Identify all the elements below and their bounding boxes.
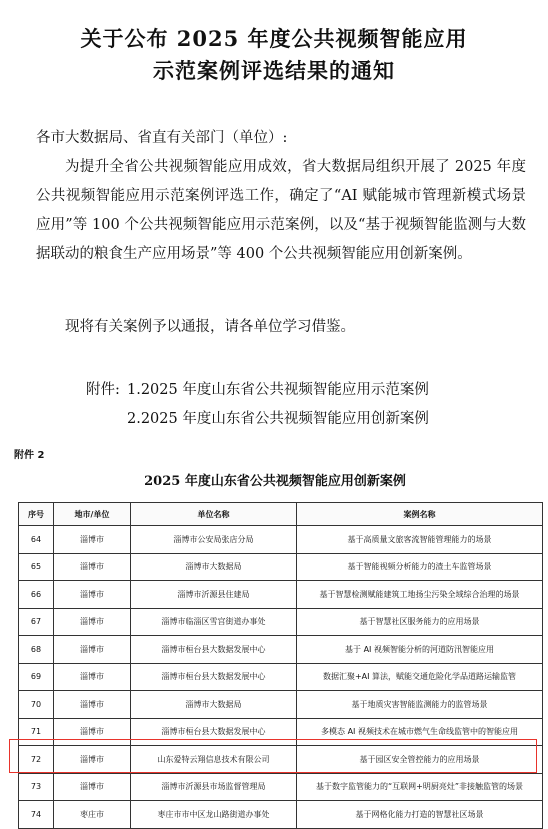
cell-unit: 淄博市沂源县市场监督管理局 bbox=[131, 773, 297, 801]
table-row bbox=[19, 608, 543, 636]
column-header-city: 地市/单位 bbox=[54, 503, 131, 526]
table-row bbox=[19, 663, 543, 691]
column-header-unit: 单位名称 bbox=[131, 503, 297, 526]
attachment-item-1: 1.2025 年度山东省公共视频智能应用示范案例 bbox=[127, 382, 429, 398]
table-row bbox=[19, 746, 543, 774]
cell-index: 69 bbox=[19, 663, 54, 691]
cell-unit: 淄博市桓台县大数据发展中心 bbox=[131, 718, 297, 746]
cell-index: 71 bbox=[19, 718, 54, 746]
cell-city: 淄博市 bbox=[54, 608, 131, 636]
attachment-item-2: 2.2025 年度山东省公共视频智能应用创新案例 bbox=[127, 411, 429, 427]
cell-case: 基于 AI 视频智能分析的河道防汛智能应用 bbox=[297, 636, 543, 664]
cell-index: 70 bbox=[19, 691, 54, 719]
cell-unit: 淄博市沂源县住建局 bbox=[131, 581, 297, 609]
salutation: 各市大数据局、省直有关部门（单位）: bbox=[36, 130, 288, 146]
table-header-row bbox=[19, 503, 543, 526]
cell-unit: 淄博市大数据局 bbox=[131, 553, 297, 581]
column-header-index: 序号 bbox=[19, 503, 54, 526]
cell-case: 多模态 AI 视频技术在城市燃气生命线监管中的智能应用 bbox=[297, 718, 543, 746]
cell-city: 淄博市 bbox=[54, 746, 131, 774]
table-row bbox=[19, 553, 543, 581]
cell-city: 淄博市 bbox=[54, 553, 131, 581]
notice-title-line2: 示范案例评选结果的通知 bbox=[153, 58, 395, 83]
cell-city: 淄博市 bbox=[54, 636, 131, 664]
cell-city: 淄博市 bbox=[54, 773, 131, 801]
table-row bbox=[19, 581, 543, 609]
cell-case: 基于数字监管能力的“互联网+明厨亮灶”非接触监管的场景 bbox=[297, 773, 543, 801]
cases-table bbox=[18, 502, 543, 829]
attachment-label: 附件: bbox=[86, 382, 120, 398]
attachment-page bbox=[10, 440, 540, 819]
cell-index: 73 bbox=[19, 773, 54, 801]
cell-unit: 淄博市临淄区雪宫街道办事处 bbox=[131, 608, 297, 636]
cell-index: 68 bbox=[19, 636, 54, 664]
cell-city: 淄博市 bbox=[54, 691, 131, 719]
cell-case: 基于地质灾害智能监测能力的监管场景 bbox=[297, 691, 543, 719]
body-paragraph: 为提升全省公共视频智能应用成效，省大数据局组织开展了 2025 年度公共视频智能应用示范案例评选工作，确定了“AI 赋能城市管理新模式场景应用”等 100 个公共视频智能应用示范案例，以及“基于视频智能监测与大数据联动的粮食生产应用场景”等 400 个公共视频智能应用创新案例。 bbox=[36, 159, 526, 262]
attachment-title: 2025 年度山东省公共视频智能应用创新案例 bbox=[144, 474, 406, 489]
cell-unit: 淄博市桓台县大数据发展中心 bbox=[131, 663, 297, 691]
cell-case: 基于网格化能力打造的智慧社区场景 bbox=[297, 801, 543, 829]
cell-index: 64 bbox=[19, 526, 54, 554]
cell-city: 枣庄市 bbox=[54, 801, 131, 829]
cell-unit: 淄博市桓台县大数据发展中心 bbox=[131, 636, 297, 664]
cell-index: 72 bbox=[19, 746, 54, 774]
cell-city: 淄博市 bbox=[54, 718, 131, 746]
column-header-case: 案例名称 bbox=[297, 503, 543, 526]
notice-paragraph: 现将有关案例予以通报，请各单位学习借鉴。 bbox=[65, 319, 355, 335]
cell-index: 67 bbox=[19, 608, 54, 636]
cell-case: 基于智慧社区服务能力的应用场景 bbox=[297, 608, 543, 636]
notice-title-line1: 关于公布 2025 年度公共视频智能应用 bbox=[80, 26, 468, 51]
cell-case: 基于智慧检测赋能建筑工地扬尘污染全域综合治理的场景 bbox=[297, 581, 543, 609]
table-row bbox=[19, 636, 543, 664]
cell-case: 数据汇聚+AI 算法，赋能交通危险化学品道路运输监管 bbox=[297, 663, 543, 691]
attachment-tag: 附件 2 bbox=[14, 450, 45, 461]
cell-unit: 枣庄市市中区龙山路街道办事处 bbox=[131, 801, 297, 829]
cell-unit: 淄博市大数据局 bbox=[131, 691, 297, 719]
cell-case: 基于园区安全管控能力的应用场景 bbox=[297, 746, 543, 774]
table-row bbox=[19, 691, 543, 719]
cell-case: 基于高质量文旅客流智能管理能力的场景 bbox=[297, 526, 543, 554]
cell-city: 淄博市 bbox=[54, 581, 131, 609]
cell-city: 淄博市 bbox=[54, 663, 131, 691]
cell-city: 淄博市 bbox=[54, 526, 131, 554]
cell-unit: 淄博市公安局张店分局 bbox=[131, 526, 297, 554]
table-row bbox=[19, 526, 543, 554]
cell-unit: 山东爱特云翔信息技术有限公司 bbox=[131, 746, 297, 774]
table-row bbox=[19, 718, 543, 746]
cell-case: 基于智能视频分析能力的渣土车监管场景 bbox=[297, 553, 543, 581]
cell-index: 65 bbox=[19, 553, 54, 581]
table-row bbox=[19, 773, 543, 801]
cell-index: 74 bbox=[19, 801, 54, 829]
table-row bbox=[19, 801, 543, 829]
cell-index: 66 bbox=[19, 581, 54, 609]
